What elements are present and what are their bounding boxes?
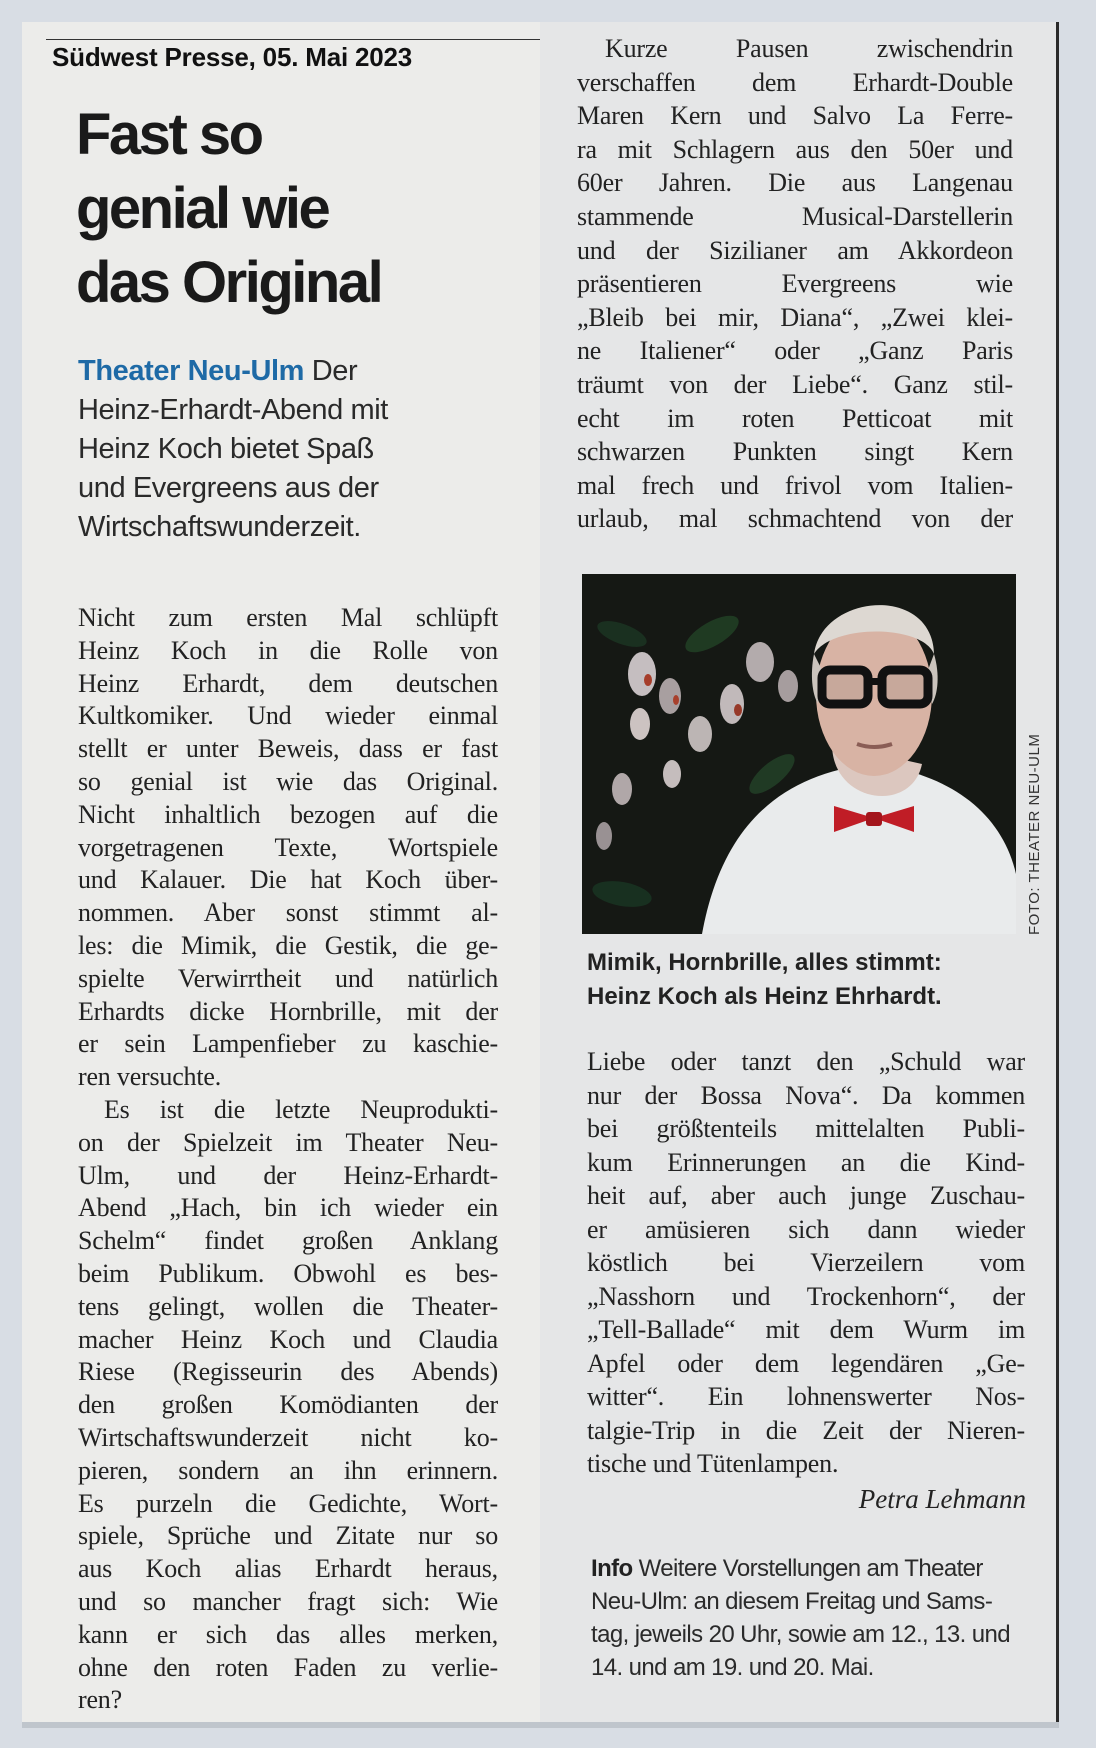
body-line: ne Italiener“ oder „Ganz Paris (577, 336, 1013, 366)
info-line (591, 1552, 1031, 1585)
body-line: verschaffen dem Erhardt-Double (577, 67, 1013, 97)
source-line: Südwest Presse, 05. Mai 2023 (52, 42, 413, 72)
subheadline-line (78, 352, 498, 391)
info-box (591, 1552, 1031, 1684)
body-line: Heinz Erhardt, dem deutschen (78, 668, 498, 698)
body-line: ohne den roten Faden zu verlie- (78, 1652, 498, 1682)
body-line: schwarzen Punkten singt Kern (577, 437, 1013, 467)
info-text: Weitere Vorstellungen am Theater (638, 1555, 983, 1582)
body-line: Es purzeln die Gedichte, Wort- (78, 1488, 498, 1518)
body-line: kum Erinnerungen an die Kind- (587, 1147, 1025, 1177)
photo-illustration (582, 574, 1016, 934)
body-line: kann er sich das alles merken, (78, 1619, 498, 1649)
article-photo (582, 574, 1016, 934)
body-line: Apfel oder dem legendären „Ge- (587, 1348, 1025, 1378)
author-byline: Petra Lehmann (858, 1484, 1026, 1514)
body-line: stammende Musical-Darstellerin (577, 201, 1013, 231)
body-line: Wirtschaftswunderzeit nicht ko- (78, 1422, 498, 1452)
body-line: Maren Kern und Salvo La Ferre- (577, 101, 1013, 131)
info-line: Neu-Ulm: an diesem Freitag und Sams- (591, 1588, 993, 1615)
subheadline-text: Der (311, 355, 358, 387)
body-line: köstlich bei Vierzeilern vom (587, 1248, 1025, 1277)
subheadline-line: und Evergreens aus der (78, 472, 379, 504)
body-line: urlaub, mal schmachtend von der (577, 504, 1013, 534)
body-line: so genial ist wie das Original. (78, 766, 498, 796)
body-line: träumt von der Liebe“. Ganz stil- (577, 369, 1013, 399)
body-line: und der Sizilianer am Akkordeon (577, 235, 1013, 265)
body-line: Abend „Hach, bin ich wieder ein (78, 1193, 498, 1223)
body-line: „Tell-Ballade“ mit dem Wurm im (587, 1315, 1025, 1344)
body-line: echt im roten Petticoat mit (577, 403, 1013, 433)
body-line: ra mit Schlagern aus den 50er und (577, 134, 1013, 164)
body-line: Es ist die letzte Neuprodukti- (104, 1094, 498, 1124)
body-line: Riese (Regisseurin des Abends) (78, 1357, 498, 1387)
body-line: er amüsieren sich dann wieder (587, 1214, 1025, 1244)
headline-line: genial wie (76, 176, 329, 241)
subheadline-line: Wirtschaftswunderzeit. (78, 511, 361, 543)
info-line: tag, jeweils 20 Uhr, sowie am 12., 13. und (591, 1621, 1011, 1648)
body-line: tische und Tütenlampen. (587, 1449, 839, 1478)
body-line: les: die Mimik, die Gestik, die ge- (78, 930, 498, 960)
caption-line: Heinz Koch als Heinz Ehrhardt. (587, 983, 942, 1010)
body-line: Liebe oder tanzt den „Schuld war (587, 1047, 1025, 1076)
kicker: Theater Neu-Ulm (78, 355, 305, 387)
body-line: heit auf, aber auch junge Zuschau- (587, 1181, 1025, 1210)
info-label: Info (591, 1555, 633, 1582)
body-line: spiele, Sprüche und Zitate nur so (78, 1521, 498, 1551)
subheadline-line: Heinz-Erhardt-Abend mit (78, 394, 388, 426)
body-line: vorgetragenen Texte, Wortspiele (78, 832, 498, 862)
body-line: den großen Komödianten der (78, 1390, 498, 1420)
body-line: beim Publikum. Obwohl es bes- (78, 1258, 498, 1288)
subheadline (78, 352, 498, 547)
body-line: und Kalauer. Die hat Koch über- (78, 865, 498, 895)
body-line: „Bleib bei mir, Diana“, „Zwei klei- (577, 302, 1013, 332)
body-line: Heinz Koch in die Rolle von (78, 635, 498, 665)
article-body-right-column-top (577, 32, 1013, 536)
photo-credit-text: FOTO: THEATER NEU-ULM (1026, 733, 1043, 935)
body-line: „Nasshorn und Trockenhorn“, der (587, 1281, 1025, 1311)
body-line: tens gelingt, wollen die Theater- (78, 1291, 498, 1321)
headline-line: Fast so (76, 102, 262, 167)
subheadline-line: Heinz Koch bietet Spaß (78, 433, 374, 465)
body-line: er sein Lampenfieber zu kaschie- (78, 1029, 498, 1059)
caption-line: Mimik, Hornbrille, alles stimmt: (587, 949, 942, 976)
body-line: nur der Bossa Nova“. Da kommen (587, 1080, 1025, 1110)
body-line: Schelm“ findet großen Anklang (78, 1226, 498, 1256)
body-line: mal frech und frivol vom Italien- (577, 470, 1013, 500)
article-body-left-column (78, 602, 498, 1717)
body-line: Nicht inhaltlich bezogen auf die (78, 799, 498, 829)
page-edge-divider (1056, 22, 1059, 1722)
headline-line: das Original (76, 250, 382, 315)
body-line: Kurze Pausen zwischendrin (605, 34, 1013, 63)
body-line: talgie-Trip in die Zeit der Nieren- (587, 1415, 1025, 1445)
body-line: ren versuchte. (78, 1062, 222, 1092)
body-line: und so mancher fragt sich: Wie (78, 1586, 498, 1616)
body-line: präsentieren Evergreens wie (577, 269, 1013, 299)
body-line: pieren, sondern an ihn erinnern. (78, 1455, 498, 1485)
body-line: witter“. Ein lohnenswerter Nos- (587, 1382, 1025, 1411)
body-line: spielte Verwirrtheit und natürlich (78, 963, 498, 993)
body-line: Kultkomiker. Und wieder einmal (78, 701, 498, 731)
body-line: Erhardts dicke Hornbrille, mit der (78, 996, 498, 1026)
article-body-right-column-bottom (587, 1045, 1025, 1481)
body-line: bei größtenteils mittelalten Publi- (587, 1114, 1025, 1143)
body-line: nommen. Aber sonst stimmt al- (78, 898, 498, 928)
top-rule (46, 39, 540, 40)
body-line: on der Spielzeit im Theater Neu- (78, 1127, 498, 1157)
body-line: ren? (78, 1685, 122, 1715)
info-line: 14. und am 19. und 20. Mai. (591, 1654, 874, 1681)
photo-caption (587, 946, 1017, 1014)
body-line: Nicht zum ersten Mal schlüpft (78, 603, 498, 632)
headline (76, 98, 496, 320)
body-line: 60er Jahren. Die aus Langenau (577, 168, 1013, 198)
body-line: aus Koch alias Erhardt heraus, (78, 1554, 498, 1584)
body-line: macher Heinz Koch und Claudia (78, 1324, 498, 1354)
page-bottom-edge (22, 1722, 1059, 1728)
body-line: stellt er unter Beweis, dass er fast (78, 734, 498, 764)
body-line: Ulm, und der Heinz-Erhardt- (78, 1160, 498, 1190)
